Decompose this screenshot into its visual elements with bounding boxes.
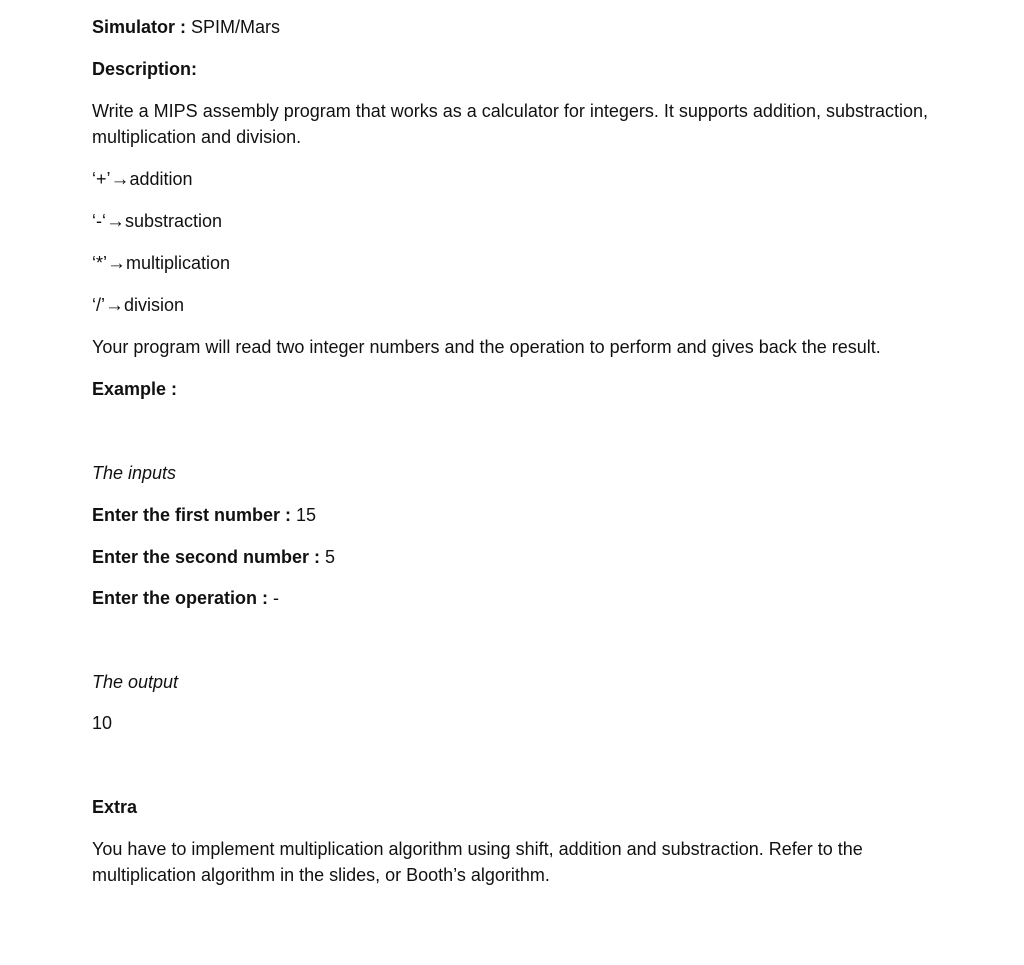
input-label: Enter the second number : — [92, 547, 321, 567]
program-text: Your program will read two integer numbers and the operation to perform and gives back the result. — [92, 337, 881, 357]
right-arrow-icon: → — [110, 169, 130, 190]
input-value: 15 — [291, 505, 317, 525]
operation-substraction — [92, 208, 222, 235]
simulator-line — [92, 14, 280, 40]
inputs-heading: The inputs — [92, 463, 177, 483]
operation-name: multiplication — [126, 253, 231, 273]
input-first-number — [92, 502, 316, 528]
operation-symbol: ‘*’ — [92, 253, 108, 273]
description-heading: Description: — [92, 59, 198, 79]
input-value: 5 — [320, 547, 336, 567]
extra-text: You have to implement multiplication algorithm using shift, addition and substraction. Refer to the multiplication algorithm in the slides, or Booth’s algorithm. — [92, 839, 863, 885]
right-arrow-icon: → — [106, 211, 125, 232]
operation-symbol: ‘/’ — [92, 295, 105, 315]
simulator-value: SPIM/Mars — [186, 17, 281, 37]
operation-name: substraction — [125, 211, 223, 231]
right-arrow-icon: → — [105, 295, 124, 316]
description-text: Write a MIPS assembly program that works as a calculator for integers. It supports addition, substraction, multiplication and division. — [92, 101, 929, 147]
operation-symbol: ‘-‘ — [92, 211, 106, 231]
output-value: 10 — [92, 713, 113, 733]
operation-addition — [92, 166, 193, 193]
operation-name: division — [124, 295, 185, 315]
output-heading: The output — [92, 672, 179, 692]
operation-division — [92, 292, 184, 319]
example-heading: Example : — [92, 379, 178, 399]
operation-name: addition — [129, 169, 193, 189]
input-value: - — [268, 588, 280, 608]
input-label: Enter the operation : — [92, 588, 269, 608]
simulator-label: Simulator : — [92, 17, 187, 37]
input-label: Enter the first number : — [92, 505, 292, 525]
operation-symbol: ‘+’ — [92, 169, 111, 189]
operation-multiplication — [92, 250, 230, 277]
right-arrow-icon: → — [107, 253, 127, 274]
extra-heading: Extra — [92, 797, 138, 817]
input-second-number — [92, 544, 335, 570]
input-operation — [92, 585, 279, 611]
